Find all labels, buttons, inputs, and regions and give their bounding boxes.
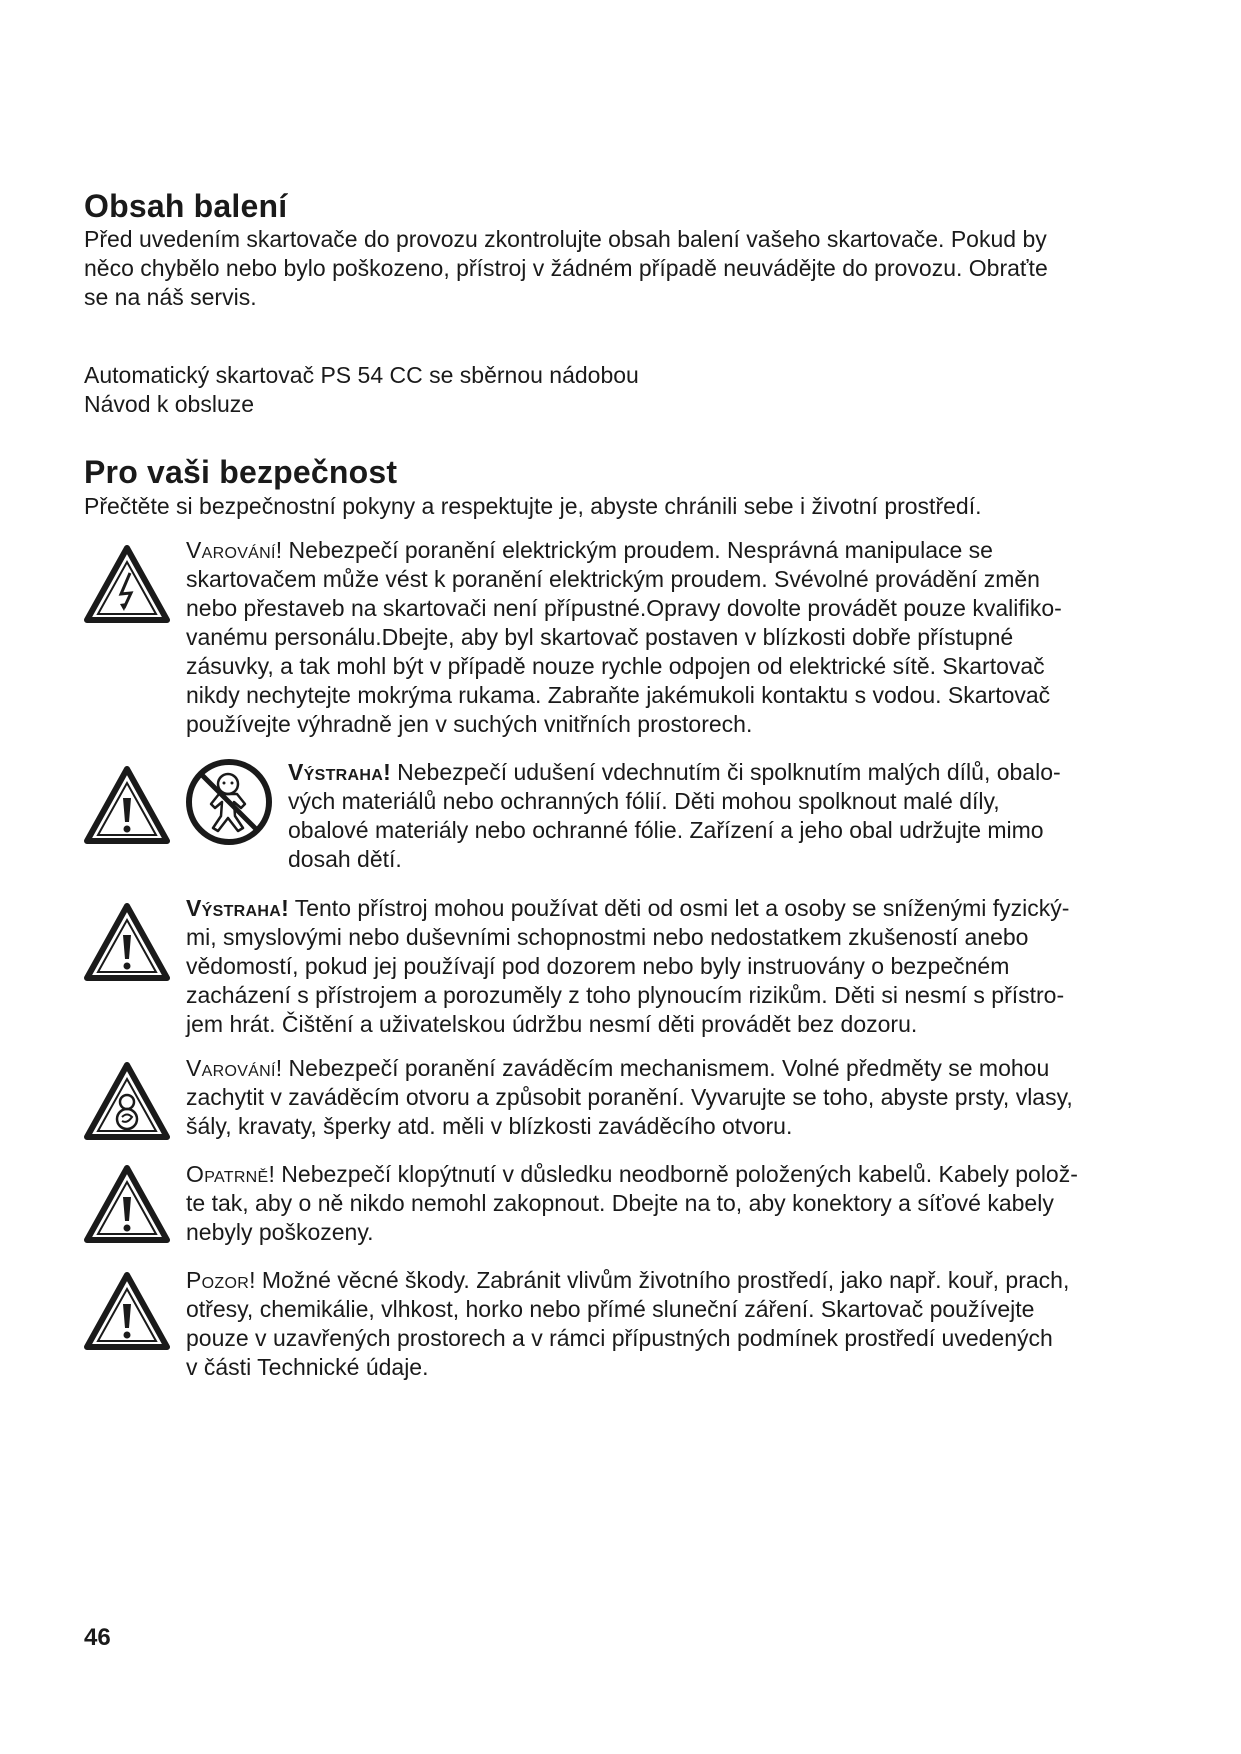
warning-label: Varování (186, 1055, 276, 1081)
general-warning-icon (84, 903, 170, 981)
warning-line: skartovačem může vést k poranění elektrickým proudem. Svévolné provádění změn (186, 566, 1040, 592)
warning-line: obalové materiály nebo ochranné fólie. Zařízení a jeho obal udržujte mimo (288, 817, 1044, 843)
warning-label: Varování (186, 537, 276, 563)
keep-away-from-children-icon (185, 758, 273, 846)
warning-line: zachytit v zaváděcím otvoru a způsobit poranění. Vyvarujte se toho, abyste prsty, vlasy, (186, 1084, 1073, 1110)
warning-line: Nebezpečí udušení vdechnutím či spolknutím malých dílů, obalo- (390, 759, 1061, 785)
warning-label: Výstraha (186, 895, 282, 921)
warning-label: Pozor (186, 1267, 250, 1293)
warning-punct: ! (275, 537, 283, 563)
contents-intro-line: se na náš servis. (84, 284, 257, 310)
warning-line: nebyly poškozeny. (186, 1219, 374, 1245)
warning-punct: ! (268, 1161, 275, 1187)
contents-items (84, 361, 639, 419)
contents-intro (84, 225, 1048, 312)
contents-item: Automatický skartovač PS 54 CC se sběrnou nádobou (84, 362, 639, 388)
warning-punct: ! (383, 759, 391, 785)
page-number: 46 (84, 1624, 111, 1651)
contents-intro-line: Před uvedením skartovače do provozu zkontrolujte obsah balení vašeho skartovače. Pokud by (84, 226, 1047, 252)
warning-line: Nebezpečí poranění elektrickým proudem. Nesprávná manipulace se (282, 537, 993, 563)
safety-intro-line: Přečtěte si bezpečnostní pokyny a respektujte je, abyste chránili sebe i životní prostředí. (84, 493, 982, 519)
safety-intro (84, 492, 981, 521)
general-warning-icon (84, 1165, 170, 1243)
warning-line: mi, smyslovými nebo duševními schopnostmi nebo nedostatkem zkušeností anebo (186, 924, 1029, 950)
warning-line: Nebezpečí poranění zaváděcím mechanismem. Volné předměty se mohou (282, 1055, 1050, 1081)
warning-line: používejte výhradně jen v suchých vnitřních prostorech. (186, 711, 753, 737)
warning-label: Výstraha (288, 759, 384, 785)
warning-line: zásuvky, a tak mohl být v případě nouze rychle odpojen od elektrické sítě. Skartovač (186, 653, 1045, 679)
general-warning-icon (84, 1272, 170, 1350)
warning-cables (186, 1160, 1078, 1247)
warning-line: vanému personálu.Dbejte, aby byl skartovač postaven v blízkosti dobře přístupné (186, 624, 1014, 650)
warning-line: te tak, aby o ně nikdo nemohl zakopnout. Dbejte na to, aby konektory a síťové kabely (186, 1190, 1054, 1216)
warning-line: nebo přestaveb na skartovači není přípustné.Opravy dovolte provádět pouze kvalifiko- (186, 595, 1062, 621)
general-warning-icon (84, 766, 170, 844)
warning-electric (186, 536, 1062, 739)
warning-punct: ! (281, 895, 289, 921)
contents-intro-line: něco chybělo nebo bylo poškozeno, přístroj v žádném případě neuvádějte do provozu. Obraťte (84, 255, 1048, 281)
warning-line: Nebezpečí klopýtnutí v důsledku neodborně položených kabelů. Kabely polož- (274, 1161, 1078, 1187)
warning-line: šály, kravaty, šperky atd. měli v blízkosti zaváděcího otvoru. (186, 1113, 793, 1139)
safety-heading: Pro vaši bezpečnost (84, 454, 398, 490)
warning-line: pouze v uzavřených prostorech a v rámci přípustných podmínek prostředí uvedených (186, 1325, 1053, 1351)
warning-punct: ! (275, 1055, 283, 1081)
electric-shock-warning-icon (84, 545, 170, 623)
warning-property (186, 1266, 1069, 1382)
warning-line: zacházení s přístrojem a porozuměly z toho plynoucím rizikům. Děti si nesmí s přístro- (186, 982, 1065, 1008)
warning-line: Tento přístroj mohou používat děti od osmi let a osoby se sníženými fyzický- (288, 895, 1070, 921)
warning-line: dosah dětí. (288, 846, 402, 872)
warning-line: vých materiálů nebo ochranných fólií. Děti mohou spolknout malé díly, (288, 788, 1000, 814)
warning-line: otřesy, chemikálie, vlhkost, horko nebo přímé sluneční záření. Skartovač používejte (186, 1296, 1035, 1322)
entanglement-warning-icon (84, 1062, 170, 1140)
contents-item: Návod k obsluze (84, 391, 255, 417)
warning-children (186, 894, 1069, 1039)
warning-punct: ! (249, 1267, 256, 1293)
warning-line: v části Technické údaje. (186, 1354, 429, 1380)
warning-line: Možné věcné škody. Zabránit vlivům životního prostředí, jako např. kouř, prach, (255, 1267, 1070, 1293)
contents-heading: Obsah balení (84, 188, 288, 224)
warning-choking (288, 758, 1061, 874)
warning-line: vědomostí, pokud jej používají pod dozorem nebo byly instruovány o bezpečném (186, 953, 1010, 979)
warning-line: jem hrát. Čištění a uživatelskou údržbu nesmí děti provádět bez dozoru. (186, 1011, 918, 1037)
warning-label: Opatrně (186, 1161, 269, 1187)
warning-entanglement (186, 1054, 1073, 1141)
warning-line: nikdy nechytejte mokrýma rukama. Zabraňte jakémukoli kontaktu s vodou. Skartovač (186, 682, 1051, 708)
